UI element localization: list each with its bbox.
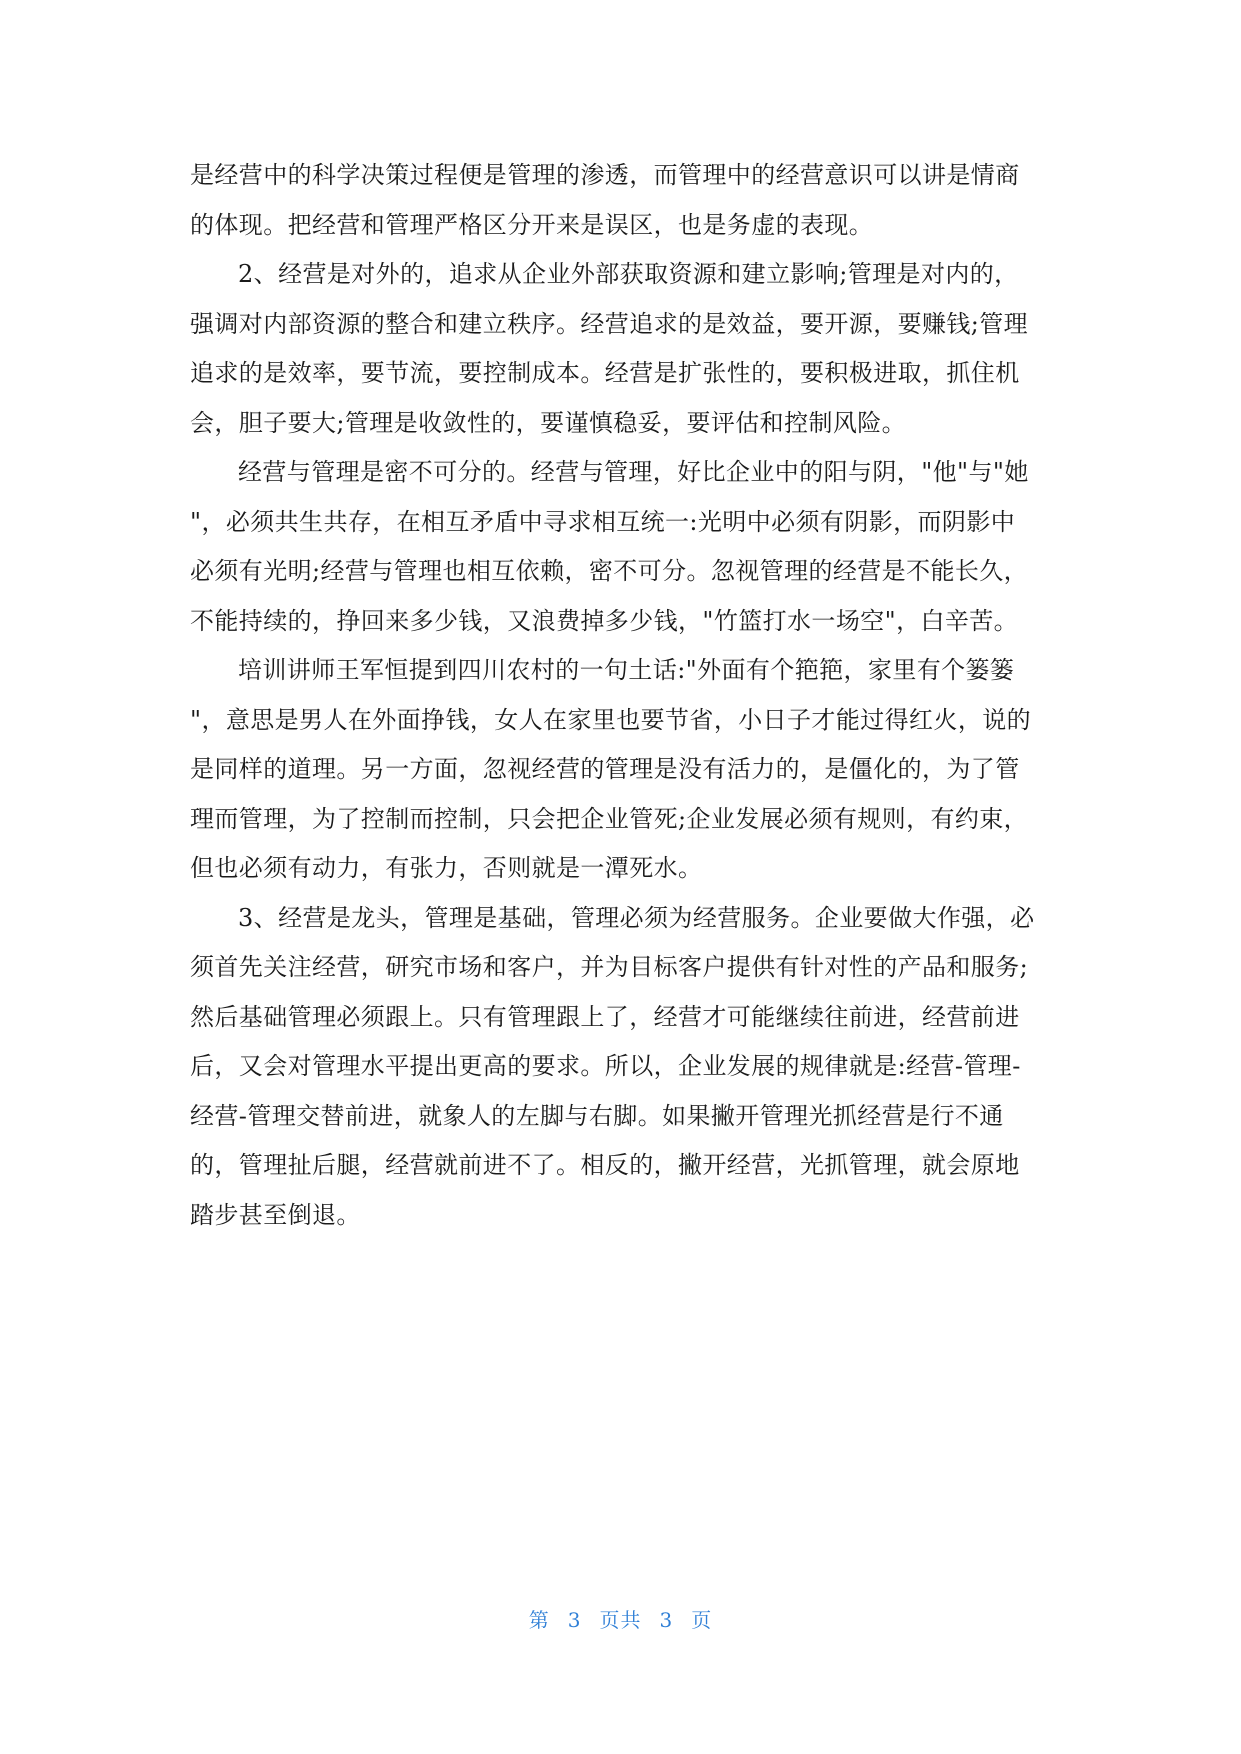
current-page-number: 3: [567, 1608, 582, 1632]
paragraph-start-line: 3、经营是龙头，管理是基础，管理必须为经营服务。企业要做大作强，必: [238, 903, 1035, 932]
text-line: 踏步甚至倒退。: [190, 1200, 361, 1229]
document-body: [190, 151, 1052, 1240]
page-footer: [0, 1604, 1241, 1633]
footer-suffix: 页: [691, 1608, 713, 1632]
text-line: 是经营中的科学决策过程便是管理的渗透，而管理中的经营意识可以讲是情商: [190, 161, 1020, 189]
text-line: 须首先关注经营，研究市场和客户，并为目标客户提供有针对性的产品和服务;: [190, 953, 1029, 981]
text-line: 必须有光明;经营与管理也相互依赖，密不可分。忽视管理的经营是不能长久，: [190, 557, 1029, 585]
text-line: 的，管理扯后腿，经营就前进不了。相反的，撇开经营，光抓管理，就会原地: [190, 1151, 1020, 1179]
text-line: "，必须共生共存，在相互矛盾中寻求相互统一:光明中必须有阴影，而阴影中: [190, 507, 1016, 536]
total-pages-number: 3: [659, 1608, 674, 1632]
text-line: 追求的是效率，要节流，要控制成本。经营是扩张性的，要积极进取，抓住机: [190, 359, 1020, 387]
footer-prefix: 第: [528, 1608, 550, 1632]
text-line: "，意思是男人在外面挣钱，女人在家里也要节省，小日子才能过得红火，说的: [190, 705, 1032, 734]
paragraph-start-line: 2、经营是对外的，追求从企业外部获取资源和建立影响;管理是对内的，: [238, 260, 1019, 288]
text-line: 但也必须有动力，有张力，否则就是一潭死水。: [190, 854, 703, 882]
footer-middle: 页共: [599, 1608, 642, 1632]
text-line: 然后基础管理必须跟上。只有管理跟上了，经营才可能继续往前进，经营前进: [190, 1002, 1020, 1031]
text-line: 强调对内部资源的整合和建立秩序。经营追求的是效益，要开源，要赚钱;管理: [190, 309, 1029, 338]
text-line: 会，胆子要大;管理是收敛性的，要谨慎稳妥，要评估和控制风险。: [190, 408, 907, 437]
text-line: 不能持续的，挣回来多少钱，又浪费掉多少钱，"竹篮打水一场空"，白辛苦。: [190, 606, 1019, 635]
paragraph-start-line: 经营与管理是密不可分的。经营与管理，好比企业中的阳与阴，"他"与"她: [238, 458, 1029, 486]
text-line: 后，又会对管理水平提出更高的要求。所以，企业发展的规律就是:经营-管理-: [190, 1052, 1021, 1080]
paragraph-start-line: 培训讲师王军恒提到四川农村的一句土话:"外面有个筢筢，家里有个篓篓: [238, 656, 1015, 684]
text-line: 是同样的道理。另一方面，忽视经营的管理是没有活力的，是僵化的，为了管: [190, 755, 1020, 783]
text-line: 的体现。把经营和管理严格区分开来是误区，也是务虚的表现。: [190, 210, 874, 239]
text-line: 经营-管理交替前进，就象人的左脚与右脚。如果撇开管理光抓经营是行不通: [190, 1101, 1004, 1130]
text-line: 理而管理，为了控制而控制，只会把企业管死;企业发展必须有规则，有约束，: [190, 804, 1029, 833]
